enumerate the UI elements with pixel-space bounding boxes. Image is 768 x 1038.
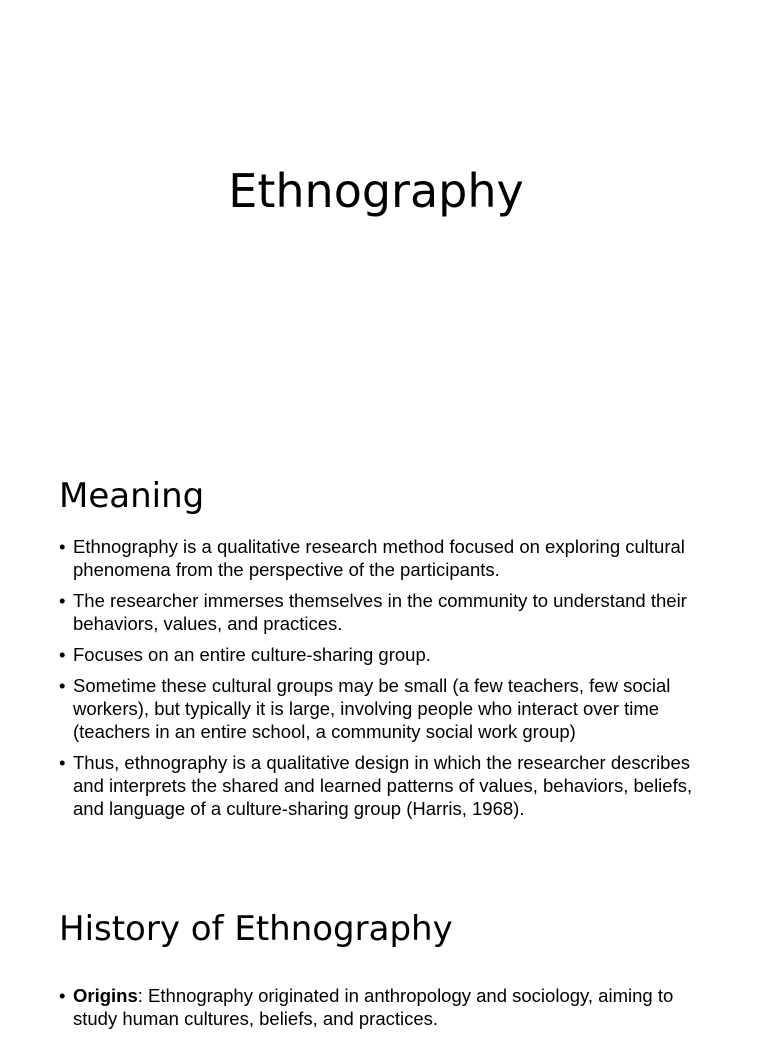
meaning-bullet: [59, 751, 719, 820]
bullet-icon: •: [59, 536, 66, 557]
history-bullet-text: Ethnography originated in anthropology and sociology, aiming to study human cultures, beliefs, and practices.: [73, 985, 674, 1029]
meaning-bullet: [59, 535, 719, 581]
history-heading: History of Ethnography: [59, 909, 453, 949]
meaning-bullet-text: Focuses on an entire culture-sharing group.: [73, 644, 431, 665]
meaning-heading: Meaning: [59, 476, 205, 516]
bullet-icon: •: [59, 644, 66, 665]
bullet-icon: •: [59, 590, 66, 611]
meaning-bullet-list: [59, 535, 719, 828]
bullet-icon: •: [59, 752, 66, 773]
history-bullet-term: Origins: [73, 985, 138, 1006]
meaning-bullet: [59, 674, 719, 743]
meaning-bullet-text: Sometime these cultural groups may be small (a few teachers, few social workers), but typically it is large, involving people who interact over time (teachers in an entire school, a community social work group): [73, 675, 671, 742]
meaning-bullet: [59, 589, 719, 635]
meaning-bullet-text: The researcher immerses themselves in the community to understand their behaviors, values, and practices.: [73, 590, 687, 634]
history-bullet-list: [59, 984, 719, 1038]
history-bullet: • Origins: Ethnography originated in anthropology and sociology, aiming to study human cultures, beliefs, and practices.: [59, 985, 674, 1029]
bullet-icon: •: [59, 675, 66, 696]
meaning-bullet-text: Ethnography is a qualitative research method focused on exploring cultural phenomena from the perspective of the participants.: [73, 536, 685, 580]
meaning-bullet-text: Thus, ethnography is a qualitative design in which the researcher describes and interprets the shared and learned patterns of values, behaviors, beliefs, and language of a culture-sharing group (Harris, 1968).: [73, 752, 693, 819]
bullet-icon: •: [59, 985, 66, 1006]
slide-title: Ethnography: [228, 164, 524, 218]
meaning-bullet: [59, 643, 719, 666]
